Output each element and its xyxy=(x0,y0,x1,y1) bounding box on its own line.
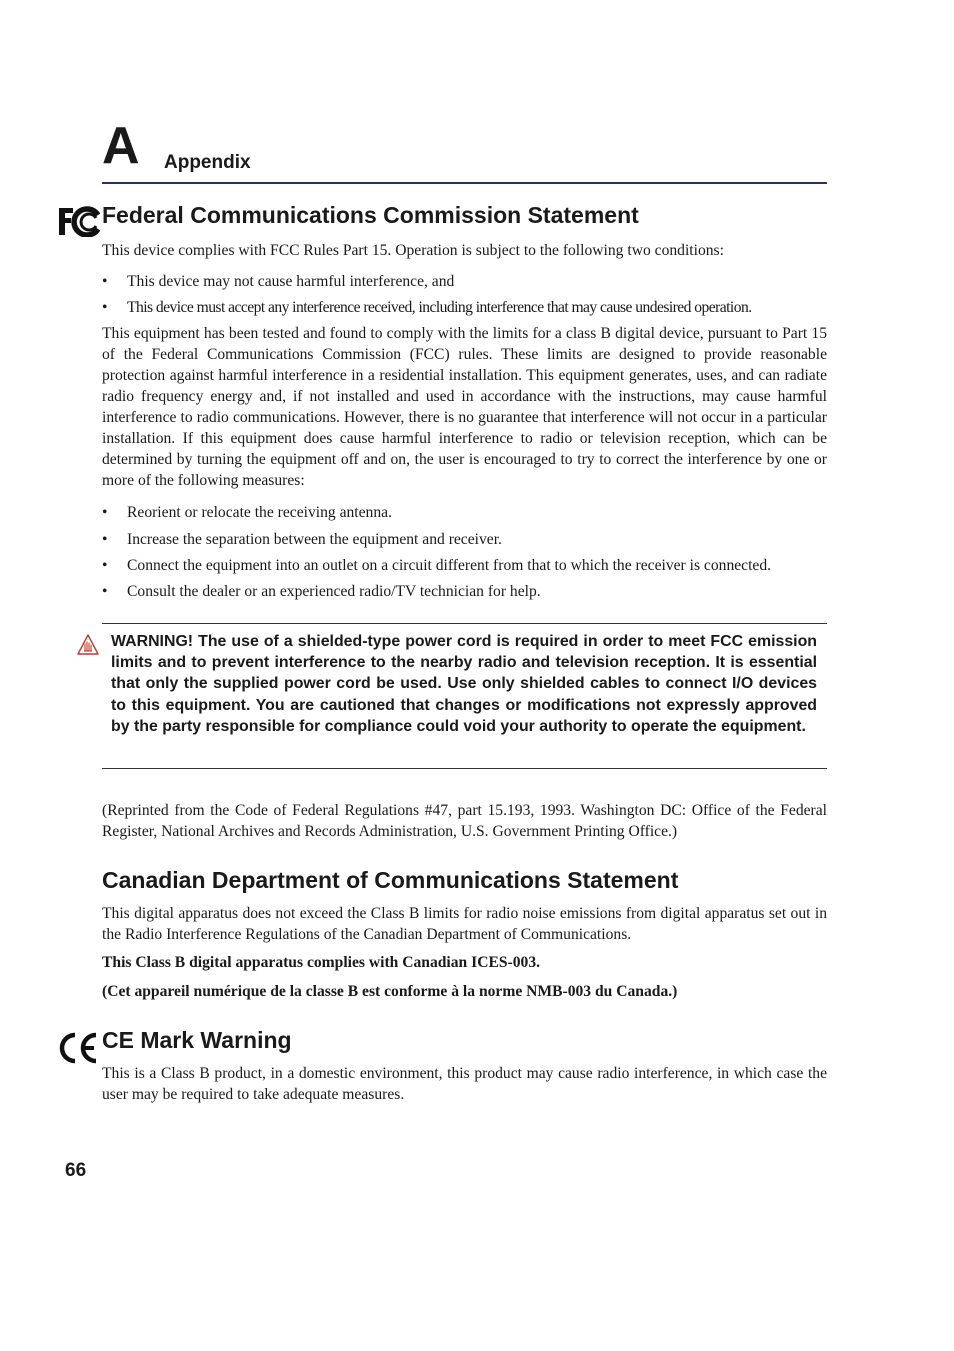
canadian-compliance-fr: (Cet appareil numérique de la classe B est conforme à la norme NMB-003 du Canada.) xyxy=(102,983,678,1000)
list-item-text: Increase the separation between the equipment and receiver. xyxy=(127,531,502,548)
canadian-body: This digital apparatus does not exceed the Class B limits for radio noise emissions from digital apparatus set out in the Radio Interference Regulations of the Canadian Department of Communications. xyxy=(102,905,827,943)
warning-text: WARNING! The use of a shielded-type power cord is required in order to meet FCC emission limits and to prevent interference to the nearby radio and television reception. It is essential that only the supplied power cord be used. Use only shielded cables to connect I/O devices to this equipment. You are cautioned that changes or modifications not expressly approved by the party responsible for compliance could void your authority to operate the equipment. xyxy=(111,633,817,735)
bullet-dot: • xyxy=(102,273,108,290)
appendix-letter: A xyxy=(102,117,140,175)
warning-bottom-rule xyxy=(102,768,827,769)
fcc-logo-icon xyxy=(56,205,100,237)
bullet-dot: • xyxy=(102,531,108,548)
ce-heading: CE Mark Warning xyxy=(102,1027,292,1053)
list-item-text: This device may not cause harmful interference, and xyxy=(127,273,455,290)
bullet-dot: • xyxy=(102,504,108,521)
list-item-text: Reorient or relocate the receiving antenna. xyxy=(127,504,392,521)
header-rule xyxy=(102,182,827,184)
canadian-compliance-en: This Class B digital apparatus complies with Canadian ICES-003. xyxy=(102,954,541,971)
fcc-heading: Federal Communications Commission Statement xyxy=(102,202,639,228)
warning-hand-icon xyxy=(76,633,100,657)
bullet-dot: • xyxy=(102,583,108,600)
canadian-heading: Canadian Department of Communications Statement xyxy=(102,867,679,893)
reprint-note: (Reprinted from the Code of Federal Regulations #47, part 15.193, 1993. Washington DC: Office of the Federal Register, National Archives and Records Administration, U.S. Government Printing Office.) xyxy=(102,802,827,840)
bullet-dot: • xyxy=(102,557,108,574)
list-item-text: Connect the equipment into an outlet on a circuit different from that to which the receiver is connected. xyxy=(127,557,772,574)
list-item-text: This device must accept any interference received, including interference that may cause undesired operation. xyxy=(127,299,752,316)
fcc-intro: This device complies with FCC Rules Part 15. Operation is subject to the following two conditions: xyxy=(102,242,724,259)
ce-mark-icon xyxy=(56,1031,100,1065)
bullet-dot: • xyxy=(102,299,108,316)
page-number: 66 xyxy=(65,1160,87,1181)
fcc-body: This equipment has been tested and found to comply with the limits for a class B digital device, pursuant to Part 15 of the Federal Communications Commission (FCC) rules. These limits are designed to provide reasonable protection against harmful interference in a residential installation. This equipment generates, uses, and can radiate radio frequency energy and, if not installed and used in accordance with the instructions, may cause harmful interference to radio communications. However, there is no guarantee that interference will not occur in a particular installation. If this equipment does cause harmful interference to radio or television reception, which can be determined by turning the equipment off and on, the user is encouraged to try to correct the interference by one or more of the following measures: xyxy=(102,325,827,489)
warning-top-rule xyxy=(102,623,827,624)
ce-body: This is a Class B product, in a domestic environment, this product may cause radio interference, in which case the user may be required to take adequate measures. xyxy=(102,1065,827,1103)
appendix-title: Appendix xyxy=(164,152,251,173)
list-item-text: Consult the dealer or an experienced radio/TV technician for help. xyxy=(127,583,541,600)
